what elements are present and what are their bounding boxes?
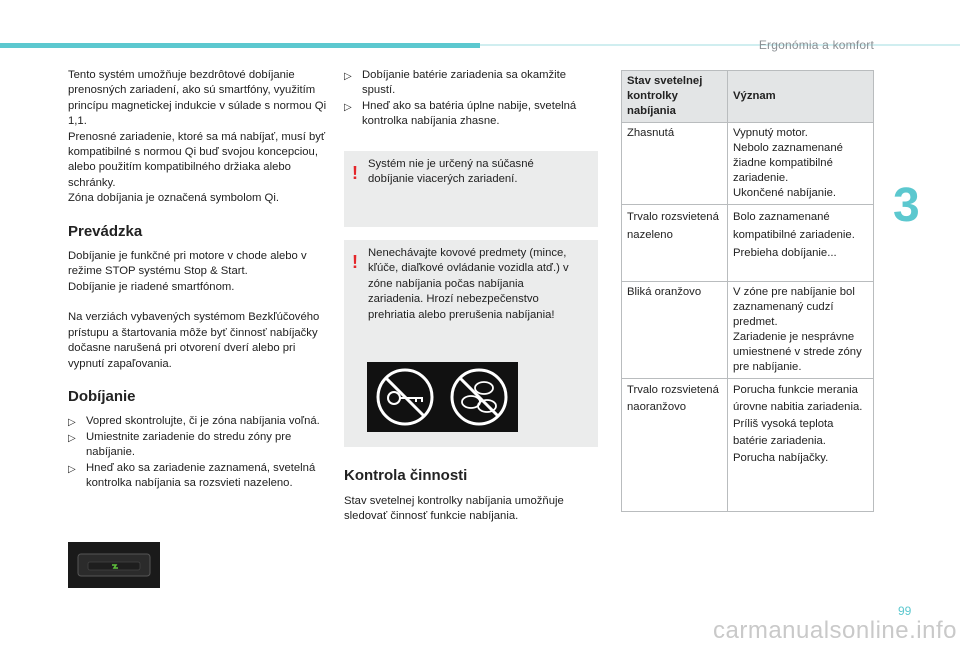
charging-steps-continued [344, 68, 598, 130]
charging-steps [68, 414, 330, 491]
state-cell: Bliká oranžovo [622, 282, 728, 379]
charging-indicator-image [68, 542, 160, 588]
arrow-bullet-icon: ▷ [344, 71, 352, 82]
control-paragraph: Stav svetelnej kontrolky nabíjania umožňuje sledovať činnosť funkcie nabíjania. [344, 495, 564, 523]
arrow-bullet-icon: ▷ [68, 432, 76, 444]
arrow-bullet-icon: ▷ [68, 463, 76, 475]
operation-heading: Prevádzka [68, 222, 143, 240]
operation-paragraph-2: Dobíjanie je riadené smartfónom. [68, 280, 235, 293]
arrow-bullet-icon: ▷ [68, 417, 76, 429]
page-number: 99 [898, 604, 912, 618]
no-coins-icon [452, 370, 506, 424]
warning-text: Systém nie je určený na súčasné dobíjanie viacerých zariadení. [368, 158, 534, 186]
meaning-cell: Bolo zaznamenané kompatibilné zariadenie. Prebieha dobíjanie... [728, 205, 874, 282]
intro-paragraph-1: Tento systém umožňuje bezdrôtové dobíjanie prenosných zariadení, ako sú smartfóny, využitím princípu magnetickej indukcie v súlade s normou Qi 1,1. [68, 69, 327, 128]
arrow-bullet-icon: ▷ [344, 101, 352, 113]
list-item: ▷ Umiestnite zariadenie do stredu zóny pre nabíjanie. [68, 430, 292, 459]
chapter-number: 3 [893, 179, 920, 232]
table-row [622, 282, 874, 379]
meaning-cell: V zóne pre nabíjanie bol zaznamenaný cudzí predmet. Zariadenie je nesprávne umiestnené v strede zóny pre nabíjanie. [728, 282, 874, 379]
intro-paragraph-3: Zóna dobíjania je označená symbolom Qi. [68, 192, 279, 205]
warning-box-multiple-devices [344, 151, 598, 227]
table-row [622, 379, 874, 512]
header-accent-line [480, 44, 960, 46]
table-row [622, 205, 874, 282]
exclamation-icon: ! [352, 163, 358, 183]
charging-heading: Dobíjanie [68, 387, 136, 405]
no-keys-icon [378, 370, 432, 424]
status-table [621, 70, 874, 512]
exclamation-icon: ! [352, 252, 358, 272]
middle-column [344, 68, 598, 130]
warning-text: Nenechávajte kovové predmety (mince, kľúče, diaľkové ovládanie vozidla atď.) v zóne nabíjania počas nabíjania zariadenia. Hrozí nebezpečenstvo prehriatia alebo prerušenia nabíjania! [368, 247, 569, 321]
list-item: ▷ Dobíjanie batérie zariadenia sa okamžite spustí. [344, 69, 567, 97]
operation-paragraph-1: Dobíjanie je funkčné pri motore v chode alebo v režime STOP systému Stop & Start. [68, 250, 307, 278]
table-row [622, 123, 874, 205]
state-cell: Trvalo rozsvietená naoranžovo [622, 379, 728, 512]
meaning-cell: Porucha funkcie merania úrovne nabitia zariadenia. Príliš vysoká teplota batérie zariadenia. Porucha nabíjačky. [728, 379, 874, 512]
watermark: carmanualsonline.info [713, 617, 957, 644]
meaning-cell: Vypnutý motor. Nebolo zaznamenané žiadne kompatibilné zariadenie. Ukončené nabíjanie. [728, 123, 874, 205]
column-header-state: Stav svetelnej kontrolky nabíjania [622, 71, 728, 123]
column-header-meaning: Význam [728, 71, 874, 123]
list-item: ▷ Vopred skontrolujte, či je zóna nabíjania voľná. [68, 414, 330, 429]
prohibited-objects-image [367, 362, 518, 432]
header-accent-bar [0, 43, 480, 48]
intro-paragraph-2: Prenosné zariadenie, ktoré sa má nabíjať, musí byť kompatibilné s normou Qi buď svojou koncepciou, alebo použitím kompatibilného držiaka alebo schránky. [68, 130, 326, 189]
state-cell: Zhasnutá [622, 123, 728, 205]
control-heading: Kontrola činnosti [344, 467, 468, 484]
section-title: Ergonómia a komfort [758, 38, 874, 52]
state-cell: Trvalo rozsvietená nazeleno [622, 205, 728, 282]
operation-paragraph-3: Na verziách vybavených systémom Bezkľúčového prístupu a štartovania môže byť činnosť nabíjačky dočasne narušená pri otvorení dverí alebo pri vypnutí zapaľovania. [68, 311, 320, 370]
charging-pad-indicator-icon [68, 542, 160, 588]
left-column [68, 68, 330, 491]
list-item: ▷ Hneď ako sa batéria úplne nabije, svetelná kontrolka nabíjania zhasne. [344, 99, 577, 128]
list-item: ▷ Hneď ako sa zariadenie zaznamená, svetelná kontrolka nabíjania sa rozsvieti nazeleno. [68, 461, 316, 489]
table-header-row [622, 71, 874, 123]
